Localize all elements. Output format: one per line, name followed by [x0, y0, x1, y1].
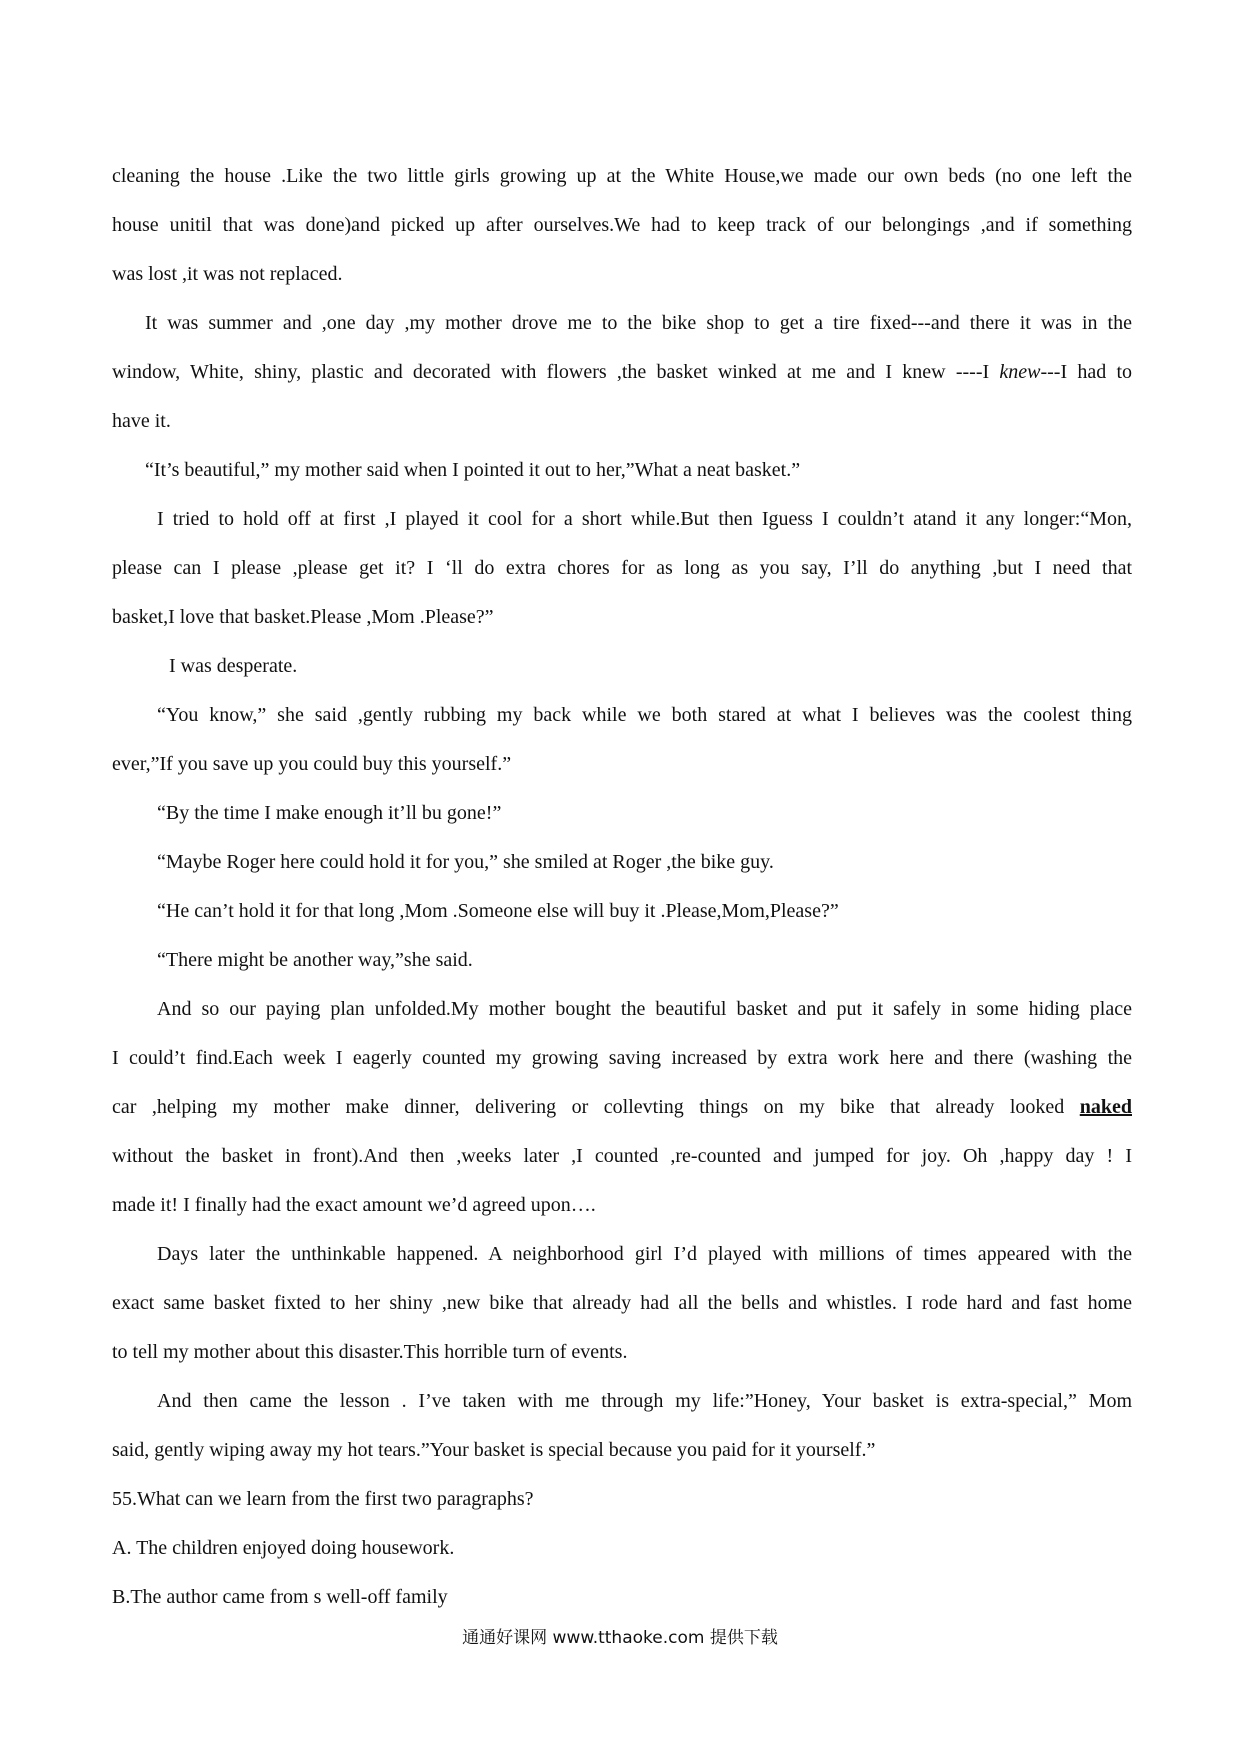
- p2-line-3: have it.: [112, 410, 171, 432]
- p2-line-2: [112, 348, 1132, 397]
- p2-line-1: It was summer and ,one day ,my mother drove me to the bike shop to get a tire fixed---and there it was in the: [145, 312, 1132, 334]
- question-option-b: B.The author came from s well-off family: [112, 1586, 448, 1608]
- p1-line-1: cleaning the house .Like the two little girls growing up at the White House,we made our own beds (no one left the: [112, 165, 1132, 187]
- p6-line-1: “You know,” she said ,gently rubbing my back while we both stared at what I believes was the coolest thing: [157, 704, 1132, 726]
- p9-line-1: “He can’t hold it for that long ,Mom .Someone else will buy it .Please,Mom,Please?”: [157, 900, 839, 922]
- p1-line-3: was lost ,it was not replaced.: [112, 263, 343, 285]
- p12-line-2: exact same basket fixted to her shiny ,new bike that already had all the bells and whistles. I rode hard and fast home: [112, 1292, 1132, 1314]
- question-option-a: A. The children enjoyed doing housework.: [112, 1537, 455, 1559]
- p11-line-3: [112, 1083, 1132, 1132]
- p7-line-1: “By the time I make enough it’ll bu gone!”: [157, 802, 502, 824]
- p8-line-1: “Maybe Roger here could hold it for you,” she smiled at Roger ,the bike guy.: [157, 851, 774, 873]
- p2-line-2-post: ---I had to: [1040, 361, 1133, 383]
- p10-line-1: “There might be another way,”she said.: [157, 949, 473, 971]
- p11-line-3-pre: car ,helping my mother make dinner, delivering or collevting things on my bike that already looked: [112, 1096, 1080, 1118]
- p13-line-2: said, gently wiping away my hot tears.”Your basket is special because you paid for it yourself.”: [112, 1439, 876, 1461]
- p4-line-2: please can I please ,please get it? I ‘ll do extra chores for as long as you say, I’ll do anything ,but I need that: [112, 557, 1132, 579]
- p4-line-1: I tried to hold off at first ,I played it cool for a short while.But then Iguess I couldn’t atand it any longer:“Mon,: [157, 508, 1132, 530]
- p12-line-3: to tell my mother about this disaster.This horrible turn of events.: [112, 1341, 628, 1363]
- p5-line-1: I was desperate.: [169, 655, 298, 677]
- p11-line-1: And so our paying plan unfolded.My mother bought the beautiful basket and put it safely in some hiding place: [157, 998, 1132, 1020]
- article-body: [112, 152, 1132, 1622]
- question-stem: 55.What can we learn from the first two paragraphs?: [112, 1488, 534, 1510]
- p11-line-5: made it! I finally had the exact amount we’d agreed upon….: [112, 1194, 596, 1216]
- p3-line-1: “It’s beautiful,” my mother said when I pointed it out to her,”What a neat basket.”: [145, 459, 801, 481]
- p11-line-4: without the basket in front).And then ,weeks later ,I counted ,re-counted and jumped for joy. Oh ,happy day ! I: [112, 1145, 1132, 1167]
- page-footer: 通通好课网 www.tthaoke.com 提供下载: [462, 1628, 778, 1648]
- p1-line-2: house unitil that was done)and picked up after ourselves.We had to keep track of our belongings ,and if something: [112, 214, 1132, 236]
- p11-keyword-naked: naked: [1079, 1096, 1132, 1118]
- p12-line-1: Days later the unthinkable happened. A neighborhood girl I’d played with millions of times appeared with the: [157, 1243, 1132, 1265]
- p6-line-2: ever,”If you save up you could buy this yourself.”: [112, 753, 512, 775]
- p2-emphasis-knew: knew: [999, 361, 1041, 383]
- p2-line-2-pre: window, White, shiny, plastic and decorated with flowers ,the basket winked at me and I knew ----I: [112, 361, 1000, 383]
- p13-line-1: And then came the lesson . I’ve taken with me through my life:”Honey, Your basket is extra-special,” Mom: [157, 1390, 1132, 1412]
- p4-line-3: basket,I love that basket.Please ,Mom .Please?”: [112, 606, 494, 628]
- p11-line-2: I could’t find.Each week I eagerly counted my growing saving increased by extra work here and there (washing the: [112, 1047, 1132, 1069]
